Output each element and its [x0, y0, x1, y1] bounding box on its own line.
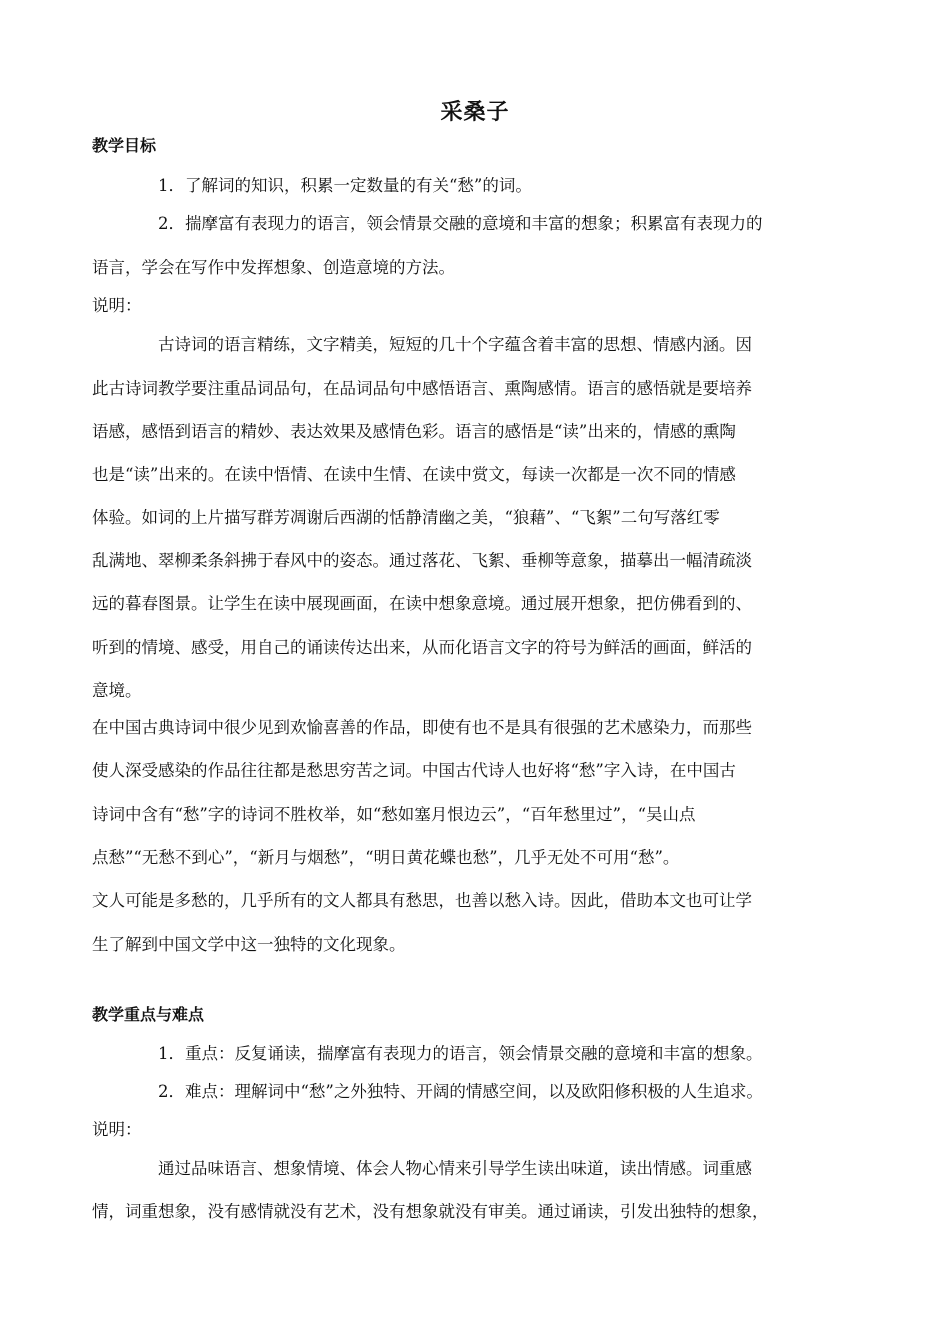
paragraph-line: 意境。: [92, 681, 142, 700]
paragraph-line: 诗词中含有“愁”字的诗词不胜枚举，如“愁如塞月恨边云”，“百年愁里过”，“吴山点: [92, 805, 696, 824]
paragraph-line: 在中国古典诗词中很少见到欢愉喜善的作品，即使有也不是具有很强的艺术感染力，而那些: [92, 718, 752, 737]
paragraph-line: 点愁”“无愁不到心”，“新月与烟愁”，“明日黄花蝶也愁”，几乎无处不可用“愁”。: [92, 848, 680, 867]
paragraph-line: 通过品味语言、想象情境、体会人物心情来引导学生读出味道，读出情感。词重感: [158, 1159, 752, 1178]
paragraph-line: 古诗词的语言精练，文字精美，短短的几十个字蕴含着丰富的思想、情感内涵。因: [158, 335, 752, 354]
paragraph-line: 语感，感悟到语言的精妙、表达效果及感情色彩。语言的感悟是“读”出来的，情感的熏陶: [92, 422, 736, 441]
paragraph-line: 听到的情境、感受，用自己的诵读传达出来，从而化语言文字的符号为鲜活的画面，鲜活的: [92, 638, 752, 657]
paragraph-line: 使人深受感染的作品往往都是愁思穷苦之词。中国古代诗人也好将“愁”字入诗，在中国古: [92, 761, 736, 780]
paragraph-line: 远的暮春图景。让学生在读中展现画面，在读中想象意境。通过展开想象，把仿佛看到的、: [92, 594, 752, 613]
section-heading-key-points: 教学重点与难点: [92, 1005, 205, 1024]
paragraph-line: 情，词重想象，没有感情就没有艺术，没有想象就没有审美。通过诵读，引发出独特的想象，: [92, 1202, 769, 1221]
section-heading-goals: 教学目标: [92, 136, 157, 155]
note-label: 说明：: [92, 1120, 142, 1139]
point-item: 1．重点：反复诵读，揣摩富有表现力的语言，领会情景交融的意境和丰富的想象。: [158, 1044, 763, 1063]
goal-item: 1．了解词的知识，积累一定数量的有关“愁”的词。: [158, 176, 532, 195]
paragraph-line: 体验。如词的上片描写群芳凋谢后西湖的恬静清幽之美，“狼藉”、“飞絮”二句写落红零: [92, 508, 720, 527]
goal-item-continuation: 语言，学会在写作中发挥想象、创造意境的方法。: [92, 258, 455, 277]
paragraph-line: 也是“读”出来的。在读中悟情、在读中生情、在读中赏文，每读一次都是一次不同的情感: [92, 465, 736, 484]
paragraph-line: 文人可能是多愁的，几乎所有的文人都具有愁思，也善以愁入诗。因此，借助本文也可让学: [92, 891, 752, 910]
paragraph-line: 生了解到中国文学中这一独特的文化现象。: [92, 935, 406, 954]
goal-item: 2．揣摩富有表现力的语言，领会情景交融的意境和丰富的想象；积累富有表现力的: [158, 214, 763, 233]
note-label: 说明：: [92, 296, 142, 315]
paragraph-line: 此古诗词教学要注重品词品句，在品词品句中感悟语言、熏陶感情。语言的感悟就是要培养: [92, 379, 752, 398]
page-title: 采桑子: [440, 100, 510, 125]
point-item: 2．难点：理解词中“愁”之外独特、开阔的情感空间，以及欧阳修积极的人生追求。: [158, 1082, 763, 1101]
paragraph-line: 乱满地、翠柳柔条斜拂于春风中的姿态。通过落花、飞絮、垂柳等意象，描摹出一幅清疏淡: [92, 551, 752, 570]
